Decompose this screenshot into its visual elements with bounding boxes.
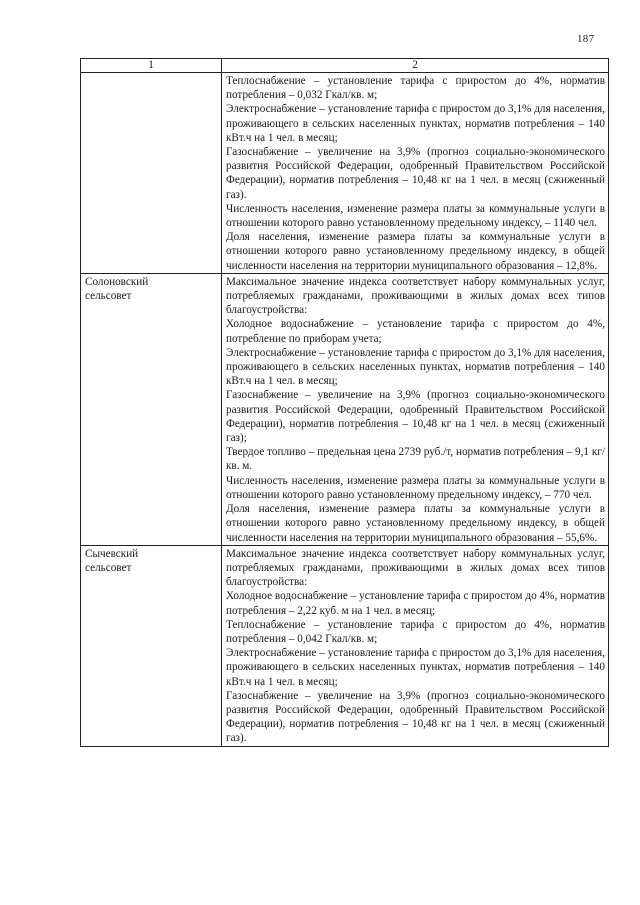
description-cell xyxy=(222,73,609,274)
paragraph: Холодное водоснабжение – установление тарифа с приростом до 4%, потребление по приборам учета; xyxy=(226,318,605,345)
municipality-cell xyxy=(81,73,222,274)
paragraph: Холодное водоснабжение – установление тарифа с приростом до 4%, норматив потребления – 2,22 куб. м на 1 чел. в месяц; xyxy=(226,590,605,617)
municipality-cell xyxy=(81,545,222,746)
paragraph: Теплоснабжение – установление тарифа с приростом до 4%, норматив потребления – 0,032 Гкал/кв. м; xyxy=(226,75,605,102)
municipality-name-line: сельсовет xyxy=(85,561,132,574)
paragraph: Доля населения, изменение размера платы за коммунальные услуги в отношении которого равно установленному предельному индексу, в общей численности населения на территории муниципального образования – 12,8%. xyxy=(226,231,605,272)
municipality-name-line: Солоновский xyxy=(85,275,149,288)
paragraph: Доля населения, изменение размера платы за коммунальные услуги в отношении которого равно установленному предельному индексу, в общей численности населения на территории муниципального образования – 55,6%. xyxy=(226,503,605,544)
municipality-cell xyxy=(81,273,222,545)
paragraph: Газоснабжение – увеличение на 3,9% (прогноз социально-экономического развития Российской Федерации, одобренный Правительством Российской Федерации), норматив потребления – 10,48 кг на 1 чел. в месяц (сжиженный газ). xyxy=(226,689,605,745)
paragraph: Электроснабжение – установление тарифа с приростом до 3,1% для населения, проживающего в сельских населенных пунктах, норматив потребления – 140 кВт.ч на 1 чел. в месяц; xyxy=(226,103,605,144)
paragraph: Максимальное значение индекса соответствует набору коммунальных услуг, потребляемых гражданами, проживающими в жилых домах всех типов благоустройства: xyxy=(226,547,605,589)
table-row xyxy=(81,273,609,545)
paragraph: Газоснабжение – увеличение на 3,9% (прогноз социально-экономического развития Российской Федерации, одобренный Правительством Российской Федерации), норматив потребления – 10,48 кг на 1 чел. в месяц (сжиженный газ). xyxy=(226,146,605,201)
paragraph: Теплоснабжение – установление тарифа с приростом до 4%, норматив потребления – 0,042 Гкал/кв. м; xyxy=(226,618,605,645)
table-header-row xyxy=(81,59,609,73)
municipality-name-line: сельсовет xyxy=(85,290,132,303)
description-cell xyxy=(222,273,609,545)
municipality-name-line: Сычевский xyxy=(85,547,139,560)
description-cell xyxy=(222,545,609,746)
paragraph: Численность населения, изменение размера платы за коммунальные услуги в отношении которого равно установленному предельному индексу, – 770 чел. xyxy=(226,474,605,501)
table-row xyxy=(81,73,609,274)
paragraph: Максимальное значение индекса соответствует набору коммунальных услуг, потребляемых гражданами, проживающими в жилых домах всех типов благоустройства: xyxy=(226,275,605,317)
paragraph: Газоснабжение – увеличение на 3,9% (прогноз социально-экономического развития Российской Федерации, одобренный Правительством Российской Федерации), норматив потребления – 10,48 кг на 1 чел. в месяц (сжиженный газ); xyxy=(226,389,605,445)
column-header-1: 1 xyxy=(81,59,222,73)
table-row xyxy=(81,545,609,746)
column-header-2: 2 xyxy=(222,59,609,73)
page-number: 187 xyxy=(577,33,595,45)
paragraph: Электроснабжение – установление тарифа с приростом до 3,1% для населения, проживающего в сельских населенных пунктах, норматив потребления – 140 кВт.ч на 1 чел. в месяц; xyxy=(226,647,605,688)
paragraph: Численность населения, изменение размера платы за коммунальные услуги в отношении которого равно установленному предельному индексу, – 1140 чел. xyxy=(226,202,605,230)
paragraph: Электроснабжение – установление тарифа с приростом до 3,1% для населения, проживающего в сельских населенных пунктах, норматив потребления – 140 кВт.ч на 1 чел. в месяц; xyxy=(226,346,605,388)
document-table xyxy=(80,58,609,747)
paragraph: Твердое топливо – предельная цена 2739 руб./т, норматив потребления – 9,1 кг/кв. м. xyxy=(226,446,605,473)
